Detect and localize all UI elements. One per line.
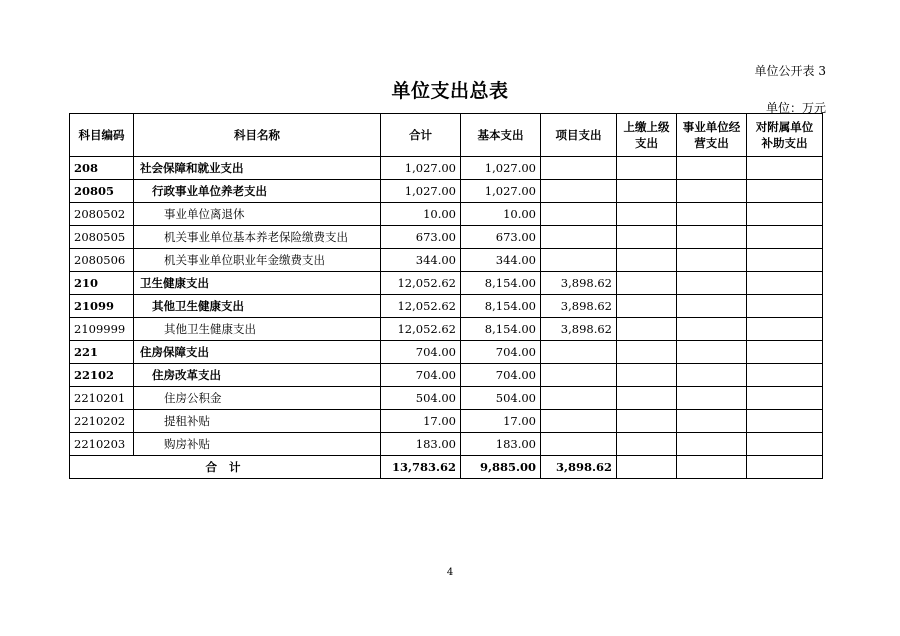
cell-name: 机关事业单位职业年金缴费支出	[134, 249, 381, 272]
unit-label: 单位：万元	[765, 101, 826, 115]
cell-total: 1,027.00	[381, 180, 461, 203]
cell-upper	[617, 364, 677, 387]
cell-basic: 17.00	[461, 410, 541, 433]
cell-subsidy	[747, 410, 823, 433]
cell-subsidy	[747, 249, 823, 272]
table-header-row	[70, 114, 823, 157]
table-row	[70, 203, 823, 226]
cell-code: 2109999	[70, 318, 134, 341]
column-header-total: 合计	[381, 114, 461, 157]
cell-code: 2080502	[70, 203, 134, 226]
total-cell-upper	[617, 456, 677, 479]
cell-project	[541, 410, 617, 433]
cell-project	[541, 364, 617, 387]
cell-basic: 8,154.00	[461, 272, 541, 295]
cell-upper	[617, 387, 677, 410]
cell-upper	[617, 410, 677, 433]
cell-total: 704.00	[381, 364, 461, 387]
cell-business	[677, 387, 747, 410]
table-row	[70, 157, 823, 180]
cell-upper	[617, 295, 677, 318]
cell-upper	[617, 433, 677, 456]
cell-total: 183.00	[381, 433, 461, 456]
cell-total: 12,052.62	[381, 318, 461, 341]
cell-code: 2080506	[70, 249, 134, 272]
cell-project	[541, 180, 617, 203]
cell-project: 3,898.62	[541, 295, 617, 318]
total-label: 合 计	[70, 456, 381, 479]
cell-total: 673.00	[381, 226, 461, 249]
cell-business	[677, 157, 747, 180]
cell-business	[677, 364, 747, 387]
expenditure-table	[69, 113, 823, 479]
cell-subsidy	[747, 203, 823, 226]
cell-total: 12,052.62	[381, 272, 461, 295]
cell-subsidy	[747, 318, 823, 341]
column-header-subsidy: 对附属单位补助支出	[747, 114, 823, 157]
cell-name: 机关事业单位基本养老保险缴费支出	[134, 226, 381, 249]
cell-upper	[617, 226, 677, 249]
table-row	[70, 410, 823, 433]
cell-subsidy	[747, 226, 823, 249]
total-cell-business	[677, 456, 747, 479]
cell-upper	[617, 318, 677, 341]
cell-basic: 1,027.00	[461, 180, 541, 203]
table-row	[70, 295, 823, 318]
cell-basic: 8,154.00	[461, 295, 541, 318]
cell-code: 2210202	[70, 410, 134, 433]
cell-subsidy	[747, 433, 823, 456]
cell-subsidy	[747, 272, 823, 295]
table-row	[70, 433, 823, 456]
column-header-name: 科目名称	[134, 114, 381, 157]
cell-project	[541, 387, 617, 410]
cell-business	[677, 433, 747, 456]
cell-basic: 704.00	[461, 364, 541, 387]
cell-project: 3,898.62	[541, 318, 617, 341]
cell-basic: 504.00	[461, 387, 541, 410]
cell-code: 21099	[70, 295, 134, 318]
cell-name: 住房保障支出	[134, 341, 381, 364]
total-cell-project: 3,898.62	[541, 456, 617, 479]
total-cell-total: 13,783.62	[381, 456, 461, 479]
cell-subsidy	[747, 364, 823, 387]
table-row	[70, 387, 823, 410]
cell-name: 购房补贴	[134, 433, 381, 456]
cell-upper	[617, 180, 677, 203]
total-row	[70, 456, 823, 479]
cell-code: 2210203	[70, 433, 134, 456]
cell-upper	[617, 249, 677, 272]
cell-total: 504.00	[381, 387, 461, 410]
cell-name: 其他卫生健康支出	[134, 295, 381, 318]
cell-basic: 1,027.00	[461, 157, 541, 180]
table-body	[70, 157, 823, 479]
cell-basic: 183.00	[461, 433, 541, 456]
cell-subsidy	[747, 341, 823, 364]
table-row	[70, 318, 823, 341]
cell-name: 卫生健康支出	[134, 272, 381, 295]
column-header-business: 事业单位经营支出	[677, 114, 747, 157]
cell-name: 行政事业单位养老支出	[134, 180, 381, 203]
cell-code: 221	[70, 341, 134, 364]
cell-code: 2210201	[70, 387, 134, 410]
table-row	[70, 364, 823, 387]
cell-name: 社会保障和就业支出	[134, 157, 381, 180]
total-cell-subsidy	[747, 456, 823, 479]
cell-upper	[617, 203, 677, 226]
cell-total: 12,052.62	[381, 295, 461, 318]
page-number: 4	[446, 567, 454, 578]
cell-business	[677, 341, 747, 364]
form-number: 单位公开表 3	[754, 64, 826, 78]
cell-name: 住房公积金	[134, 387, 381, 410]
cell-basic: 704.00	[461, 341, 541, 364]
cell-total: 10.00	[381, 203, 461, 226]
table-row	[70, 226, 823, 249]
cell-code: 20805	[70, 180, 134, 203]
cell-business	[677, 318, 747, 341]
cell-basic: 8,154.00	[461, 318, 541, 341]
column-header-project: 项目支出	[541, 114, 617, 157]
cell-name: 住房改革支出	[134, 364, 381, 387]
table-row	[70, 341, 823, 364]
cell-project	[541, 249, 617, 272]
cell-name: 其他卫生健康支出	[134, 318, 381, 341]
cell-total: 704.00	[381, 341, 461, 364]
cell-business	[677, 272, 747, 295]
cell-total: 344.00	[381, 249, 461, 272]
cell-name: 事业单位离退休	[134, 203, 381, 226]
cell-project	[541, 433, 617, 456]
cell-business	[677, 180, 747, 203]
cell-basic: 673.00	[461, 226, 541, 249]
cell-project: 3,898.62	[541, 272, 617, 295]
cell-project	[541, 226, 617, 249]
cell-subsidy	[747, 387, 823, 410]
cell-code: 208	[70, 157, 134, 180]
cell-code: 2080505	[70, 226, 134, 249]
cell-project	[541, 157, 617, 180]
cell-name: 提租补贴	[134, 410, 381, 433]
column-header-code: 科目编码	[70, 114, 134, 157]
cell-code: 22102	[70, 364, 134, 387]
cell-total: 1,027.00	[381, 157, 461, 180]
table-row	[70, 249, 823, 272]
column-header-basic: 基本支出	[461, 114, 541, 157]
cell-basic: 344.00	[461, 249, 541, 272]
table-row	[70, 180, 823, 203]
cell-upper	[617, 157, 677, 180]
cell-business	[677, 226, 747, 249]
cell-business	[677, 295, 747, 318]
total-cell-basic: 9,885.00	[461, 456, 541, 479]
table-row	[70, 272, 823, 295]
cell-subsidy	[747, 295, 823, 318]
cell-upper	[617, 272, 677, 295]
cell-subsidy	[747, 157, 823, 180]
page-title: 单位支出总表	[391, 80, 509, 102]
cell-project	[541, 341, 617, 364]
cell-subsidy	[747, 180, 823, 203]
column-header-upper: 上缴上级支出	[617, 114, 677, 157]
cell-upper	[617, 341, 677, 364]
cell-code: 210	[70, 272, 134, 295]
cell-project	[541, 203, 617, 226]
cell-total: 17.00	[381, 410, 461, 433]
cell-basic: 10.00	[461, 203, 541, 226]
cell-business	[677, 203, 747, 226]
cell-business	[677, 410, 747, 433]
cell-business	[677, 249, 747, 272]
